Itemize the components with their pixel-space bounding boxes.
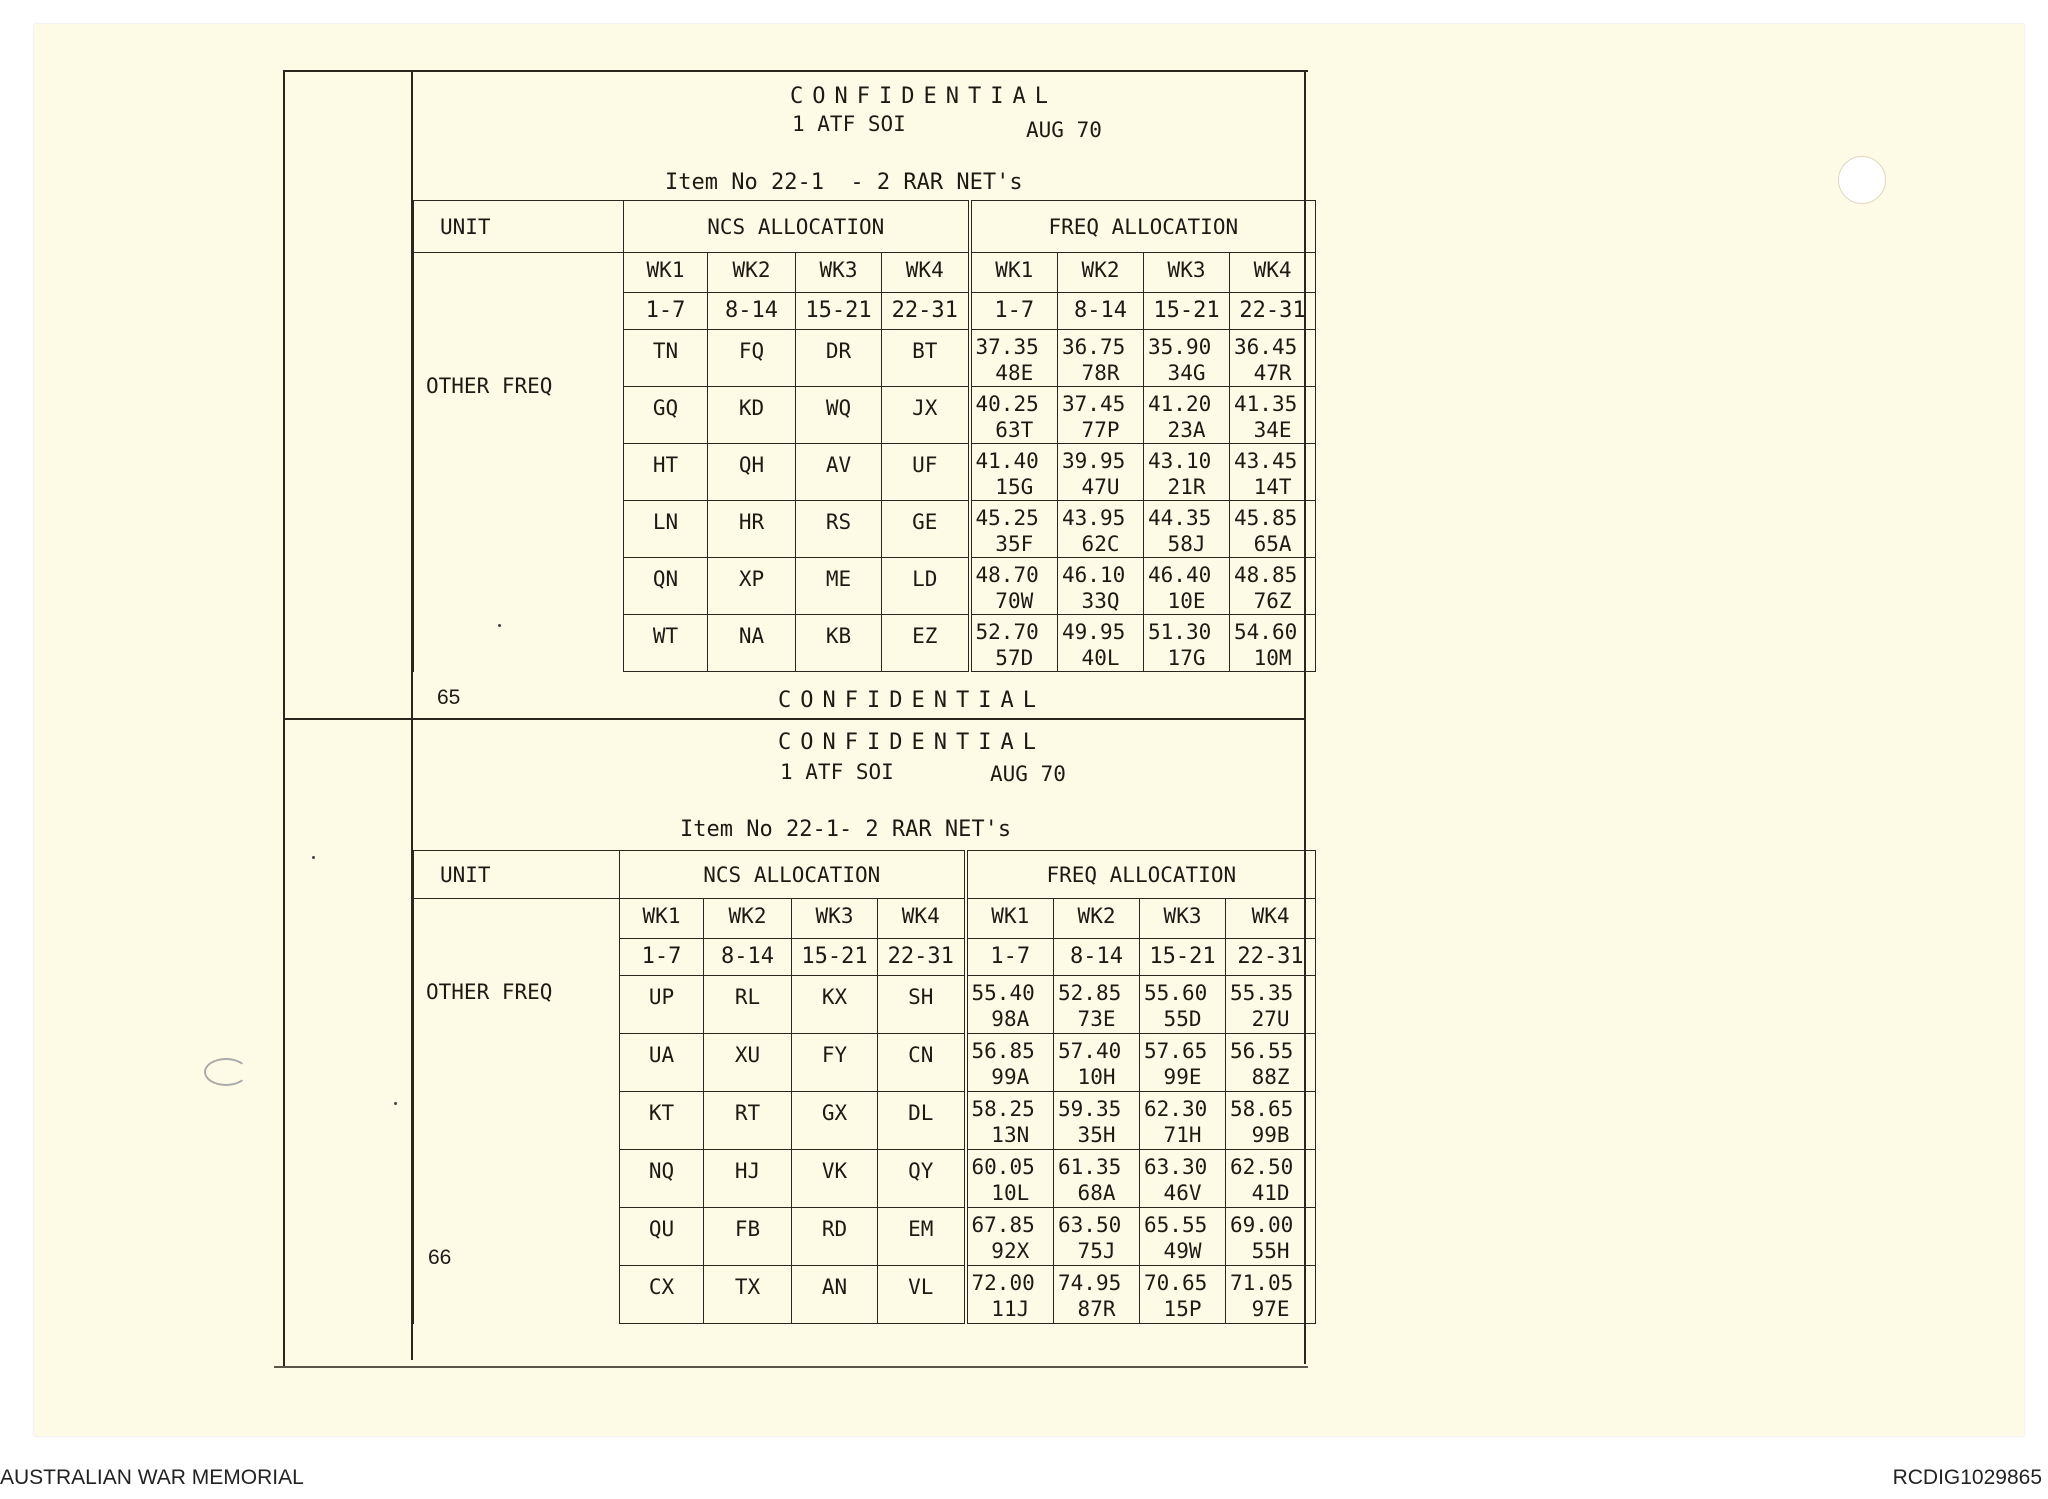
ncs-callsign: RS [796,501,882,558]
freq-cell [1054,1266,1140,1324]
ncs-callsign: GE [882,501,970,558]
ncs-callsign: VL [878,1266,966,1324]
freq-cell [1140,1208,1226,1266]
soi-date: AUG 70 [990,762,1066,786]
freq-day-range: 22-31 [1230,293,1316,330]
unit-label: OTHER FREQ [414,253,624,672]
frequency-code: 77P [1081,418,1120,442]
frequency-code: 55D [1163,1007,1202,1031]
ncs-callsign: HJ [704,1150,792,1208]
frequency-code: 13N [991,1123,1030,1147]
ncs-day-range: 15-21 [796,293,882,330]
ncs-callsign: WQ [796,387,882,444]
frequency-code: 78R [1081,361,1120,385]
frequency-code: 34G [1167,361,1206,385]
freq-cell [1230,558,1316,615]
freq-cell [966,1150,1054,1208]
frequency-value: 36.45 [1234,335,1298,359]
frequency-code: 68A [1077,1181,1116,1205]
frequency-value: 40.25 [975,392,1039,416]
frequency-value: 71.05 [1230,1271,1294,1295]
ncs-day-range: 1-7 [620,939,704,976]
frequency-code: 55H [1251,1239,1290,1263]
frequency-value: 39.95 [1062,449,1126,473]
freq-cell [1230,330,1316,387]
ncs-callsign: DR [796,330,882,387]
frequency-code: 23A [1167,418,1206,442]
freq-week-header: WK1 [970,253,1058,293]
frequency-code: 34E [1253,418,1292,442]
freq-cell [966,1034,1054,1092]
frequency-code: 11J [991,1297,1030,1321]
freq-week-header: WK3 [1144,253,1230,293]
freq-week-header: WK3 [1140,899,1226,939]
ncs-callsign: TX [704,1266,792,1324]
soi-table [413,200,1316,672]
freq-allocation-header: FREQ ALLOCATION [970,201,1316,253]
freq-cell [1140,1150,1226,1208]
ncs-callsign: LD [882,558,970,615]
frequency-code: 46V [1163,1181,1202,1205]
soi-table [413,850,1316,1324]
ncs-week-header: WK1 [624,253,708,293]
freq-week-header: WK4 [1226,899,1316,939]
ncs-callsign: RD [792,1208,878,1266]
ncs-callsign: NQ [620,1150,704,1208]
ncs-callsign: AV [796,444,882,501]
freq-cell [1058,615,1144,672]
ncs-week-header: WK4 [878,899,966,939]
freq-cell [1140,976,1226,1034]
classification-top: CONFIDENTIAL [778,730,1045,755]
frequency-value: 41.35 [1234,392,1298,416]
frequency-value: 48.85 [1234,563,1298,587]
frame-bottom-rule [274,1366,1308,1368]
freq-cell [966,1208,1054,1266]
frequency-value: 65.55 [1144,1213,1208,1237]
ncs-day-range: 22-31 [878,939,966,976]
frequency-code: 71H [1163,1123,1202,1147]
frequency-value: 43.45 [1234,449,1298,473]
frequency-value: 72.00 [971,1271,1035,1295]
frequency-value: 58.25 [971,1097,1035,1121]
footer-record-id: RCDIG1029865 [1892,1466,2042,1489]
freq-cell [1058,387,1144,444]
frequency-code: 17G [1167,646,1206,670]
frequency-code: 98A [991,1007,1030,1031]
freq-cell [1144,558,1230,615]
freq-cell [1054,1092,1140,1150]
frequency-value: 67.85 [971,1213,1035,1237]
frequency-code: 92X [991,1239,1030,1263]
ncs-day-range: 8-14 [708,293,796,330]
ncs-day-range: 8-14 [704,939,792,976]
freq-day-range: 8-14 [1058,293,1144,330]
frequency-code: 73E [1077,1007,1116,1031]
frequency-code: 21R [1167,475,1206,499]
frequency-value: 45.85 [1234,506,1298,530]
ncs-callsign: KT [620,1092,704,1150]
ncs-day-range: 1-7 [624,293,708,330]
frequency-value: 46.10 [1062,563,1126,587]
ncs-allocation-header: NCS ALLOCATION [624,201,970,253]
freq-cell [1054,976,1140,1034]
frequency-code: 97E [1251,1297,1290,1321]
frequency-code: 48E [995,361,1034,385]
classification-bottom: CONFIDENTIAL [778,688,1045,713]
ncs-week-header: WK3 [796,253,882,293]
ncs-callsign: GQ [624,387,708,444]
frequency-value: 45.25 [975,506,1039,530]
frequency-value: 59.35 [1058,1097,1122,1121]
frequency-value: 46.40 [1148,563,1212,587]
ncs-callsign: FQ [708,330,796,387]
ncs-callsign: FB [704,1208,792,1266]
frequency-code: 62C [1081,532,1120,556]
unit-header: UNIT [414,201,624,253]
freq-day-range: 1-7 [970,293,1058,330]
frequency-code: 88Z [1251,1065,1290,1089]
section-divider [283,718,1306,720]
ncs-callsign: RT [704,1092,792,1150]
frequency-value: 55.60 [1144,981,1208,1005]
ncs-callsign: LN [624,501,708,558]
freq-cell [1054,1150,1140,1208]
frequency-code: 40L [1081,646,1120,670]
freq-cell [1058,558,1144,615]
freq-day-range: 15-21 [1140,939,1226,976]
freq-week-header: WK2 [1058,253,1144,293]
freq-cell [970,558,1058,615]
frequency-value: 51.30 [1148,620,1212,644]
frequency-code: 99E [1163,1065,1202,1089]
frequency-value: 62.50 [1230,1155,1294,1179]
frequency-value: 55.40 [971,981,1035,1005]
freq-cell [1226,1034,1316,1092]
ncs-callsign: EZ [882,615,970,672]
unit-header: UNIT [414,851,620,899]
freq-cell [966,1092,1054,1150]
ncs-callsign: BT [882,330,970,387]
ncs-day-range: 22-31 [882,293,970,330]
ncs-week-header: WK2 [704,899,792,939]
ncs-allocation-header: NCS ALLOCATION [620,851,966,899]
freq-cell [1054,1034,1140,1092]
ncs-callsign: UA [620,1034,704,1092]
frequency-value: 37.45 [1062,392,1126,416]
frequency-value: 62.30 [1144,1097,1208,1121]
ncs-callsign: ME [796,558,882,615]
freq-cell [966,1266,1054,1324]
frequency-value: 58.65 [1230,1097,1294,1121]
ncs-callsign: SH [878,976,966,1034]
frequency-code: 35H [1077,1123,1116,1147]
frequency-code: 76Z [1253,589,1292,613]
ncs-callsign: UF [882,444,970,501]
soi-date: AUG 70 [1026,118,1102,142]
freq-cell [1144,444,1230,501]
ncs-callsign: KD [708,387,796,444]
freq-cell [970,330,1058,387]
freq-cell [1058,444,1144,501]
page-mark [204,1058,248,1086]
ncs-callsign: EM [878,1208,966,1266]
ncs-callsign: RL [704,976,792,1034]
ncs-week-header: WK4 [882,253,970,293]
ncs-callsign: JX [882,387,970,444]
punch-hole [1838,156,1886,204]
frequency-value: 43.10 [1148,449,1212,473]
freq-week-header: WK1 [966,899,1054,939]
frequency-code: 47U [1081,475,1120,499]
ncs-callsign: GX [792,1092,878,1150]
frequency-code: 33Q [1081,589,1120,613]
freq-week-header: WK4 [1230,253,1316,293]
frequency-code: 49W [1163,1239,1202,1263]
ncs-callsign: QU [620,1208,704,1266]
frequency-value: 63.50 [1058,1213,1122,1237]
freq-cell [1058,501,1144,558]
freq-cell [970,387,1058,444]
footer-archive-name: AUSTRALIAN WAR MEMORIAL [0,1466,304,1489]
freq-day-range: 22-31 [1226,939,1316,976]
freq-cell [1144,387,1230,444]
frequency-code: 57D [995,646,1034,670]
frequency-code: 63T [995,418,1034,442]
frequency-value: 49.95 [1062,620,1126,644]
ncs-callsign: AN [792,1266,878,1324]
freq-cell [1226,976,1316,1034]
frequency-code: 27U [1251,1007,1290,1031]
item-title: Item No 22-1- 2 RAR NET's [680,817,1012,842]
frequency-value: 52.70 [975,620,1039,644]
freq-cell [1226,1266,1316,1324]
frequency-code: 10H [1077,1065,1116,1089]
frequency-code: 65A [1253,532,1292,556]
freq-cell [1140,1266,1226,1324]
freq-week-header: WK2 [1054,899,1140,939]
frequency-code: 58J [1167,532,1206,556]
frequency-value: 41.20 [1148,392,1212,416]
frequency-code: 15P [1163,1297,1202,1321]
classification-top: CONFIDENTIAL [790,84,1057,109]
item-title: Item No 22-1 - 2 RAR NET's [665,170,1023,195]
freq-cell [1144,615,1230,672]
ncs-callsign: VK [792,1150,878,1208]
frequency-value: 56.55 [1230,1039,1294,1063]
ncs-callsign: WT [624,615,708,672]
frequency-value: 52.85 [1058,981,1122,1005]
ncs-callsign: QN [624,558,708,615]
frequency-value: 48.70 [975,563,1039,587]
frequency-code: 41D [1251,1181,1290,1205]
freq-cell [966,976,1054,1034]
ncs-week-header: WK1 [620,899,704,939]
frequency-code: 70W [995,589,1034,613]
frequency-code: 87R [1077,1297,1116,1321]
ncs-callsign: QH [708,444,796,501]
frequency-value: 57.65 [1144,1039,1208,1063]
frequency-code: 10M [1253,646,1292,670]
ncs-callsign: TN [624,330,708,387]
freq-day-range: 1-7 [966,939,1054,976]
ncs-callsign: XP [708,558,796,615]
ncs-week-header: WK2 [708,253,796,293]
ncs-callsign: HT [624,444,708,501]
frequency-value: 35.90 [1148,335,1212,359]
freq-cell [1226,1150,1316,1208]
soi-title: 1 ATF SOI [780,760,894,784]
ncs-callsign: DL [878,1092,966,1150]
freq-cell [1144,501,1230,558]
freq-cell [1226,1208,1316,1266]
ncs-callsign: KB [796,615,882,672]
ncs-callsign: NA [708,615,796,672]
ncs-callsign: FY [792,1034,878,1092]
frequency-value: 61.35 [1058,1155,1122,1179]
freq-cell [1140,1092,1226,1150]
freq-cell [970,615,1058,672]
ncs-week-header: WK3 [792,899,878,939]
frequency-value: 63.30 [1144,1155,1208,1179]
frequency-value: 37.35 [975,335,1039,359]
freq-day-range: 15-21 [1144,293,1230,330]
frequency-value: 54.60 [1234,620,1298,644]
frequency-code: 47R [1253,361,1292,385]
frequency-value: 74.95 [1058,1271,1122,1295]
frequency-value: 41.40 [975,449,1039,473]
frequency-code: 10L [991,1181,1030,1205]
frequency-code: 75J [1077,1239,1116,1263]
frequency-value: 43.95 [1062,506,1126,530]
soi-title: 1 ATF SOI [792,112,906,136]
ncs-callsign: UP [620,976,704,1034]
freq-cell [1230,501,1316,558]
unit-label: OTHER FREQ [414,899,620,1324]
ncs-callsign: KX [792,976,878,1034]
ncs-day-range: 15-21 [792,939,878,976]
frequency-code: 10E [1167,589,1206,613]
page-number: 65 [437,686,461,709]
frequency-value: 56.85 [971,1039,1035,1063]
frequency-value: 36.75 [1062,335,1126,359]
freq-allocation-header: FREQ ALLOCATION [966,851,1316,899]
ncs-callsign: XU [704,1034,792,1092]
freq-cell [1058,330,1144,387]
freq-cell [1140,1034,1226,1092]
frequency-code: 99A [991,1065,1030,1089]
frequency-value: 44.35 [1148,506,1212,530]
ncs-callsign: HR [708,501,796,558]
freq-cell [1054,1208,1140,1266]
freq-cell [1230,444,1316,501]
ncs-callsign: CN [878,1034,966,1092]
freq-cell [970,444,1058,501]
frequency-value: 57.40 [1058,1039,1122,1063]
freq-cell [1144,330,1230,387]
frequency-code: 35F [995,532,1034,556]
ncs-callsign: CX [620,1266,704,1324]
freq-day-range: 8-14 [1054,939,1140,976]
ncs-callsign: QY [878,1150,966,1208]
frequency-code: 99B [1251,1123,1290,1147]
frequency-value: 55.35 [1230,981,1294,1005]
frequency-value: 69.00 [1230,1213,1294,1237]
freq-cell [1226,1092,1316,1150]
frequency-value: 70.65 [1144,1271,1208,1295]
frequency-value: 60.05 [971,1155,1035,1179]
page-number: 66 [428,1246,452,1269]
frequency-code: 14T [1253,475,1292,499]
frequency-code: 15G [995,475,1034,499]
freq-cell [1230,387,1316,444]
freq-cell [1230,615,1316,672]
freq-cell [970,501,1058,558]
